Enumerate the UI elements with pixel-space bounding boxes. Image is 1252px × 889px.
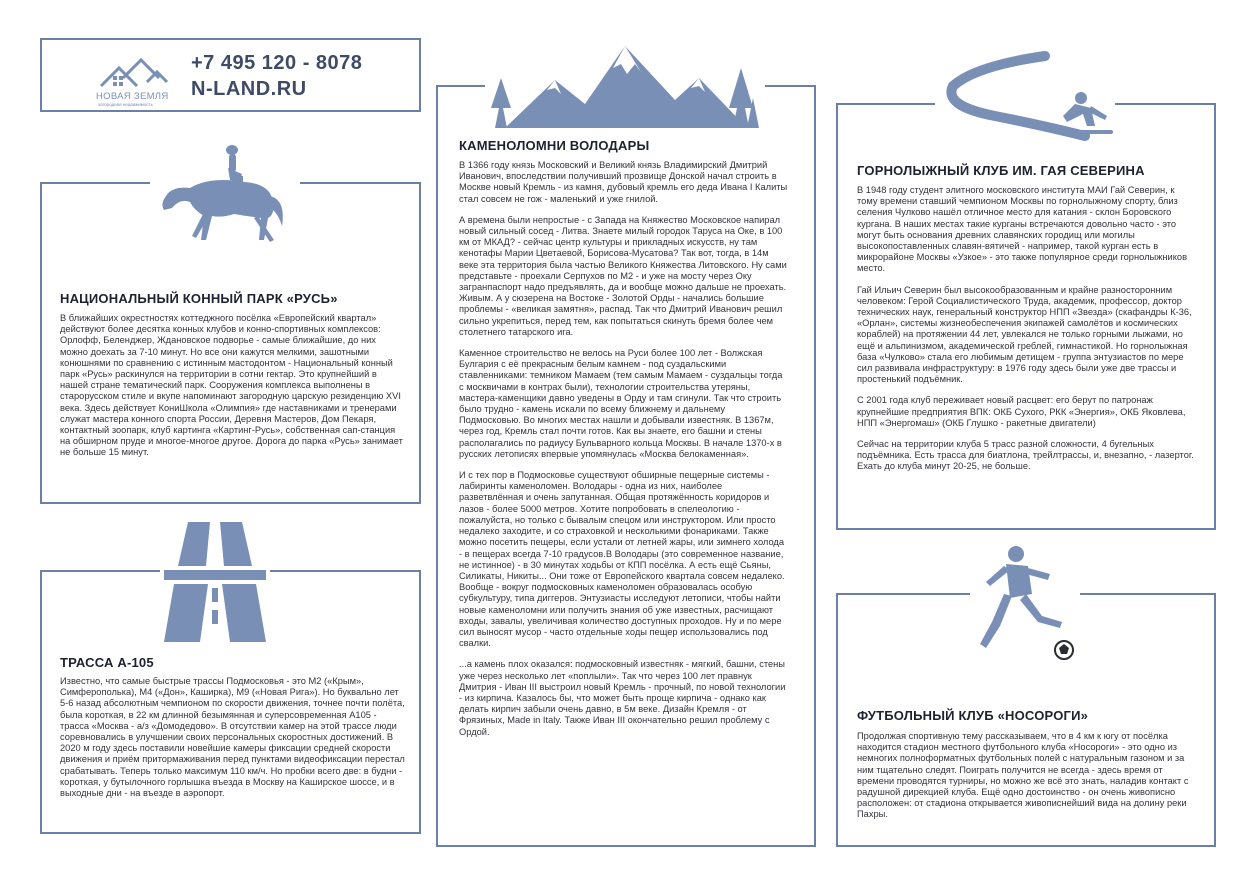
highway-text: Известно, что самые быстрые трассы Подмосковья - это М2 («Крым», Симферополька), М4 («Дон», Каширка), М9 («Новая Рига»). Но буквально лет 5-6 назад абсолютным чемпионом по скорости движения, точнее почти полёта, была короткая, в 22 км длинной безымянная и суперсовременная А105 - трасса «Москва - а/з «Домодедово». В отсутствии камер на этой трассе люди соревновались в улучшении своих персональных скоростных достижений. В 2020 м году здесь поставили новейшие камеры фиксации средней скорости движения и приём притормаживания перед пунктами видеофиксации перестал срабатывать. Теперь только максимум 110 км/ч. Но пробки всего две: в будни - короткая, у бутылочного горлышка въезда в Москву на Каширское шоссе, и в выходные дни - на въезде в аэропорт. [60, 676, 405, 799]
house-roofs-icon [97, 56, 171, 92]
ski-club-paragraph: С 2001 года клуб переживает новый расцвет: его берут по патронаж крупнейшие предприятия ВПК: ОКБ Сухого, РКК «Энергия», ОКБ Яковлева, НПП «Энергомаш» (ОКБ Глушко - ракетные двигатели) [857, 395, 1186, 428]
quarries-paragraph: ...а камень плох оказался: подмосковный известняк - мягкий, башни, стены уже через несколько лет «поплыли». Так что через 100 лет правнук Дмитрия - Иван III выстроил новый Кремль - прочный, по новой технологии - из кирпича. Казалось бы, что может быть проще кирпича - однако как делать кирпич забыли очень давно, в 5м веке. Дизайн Кремля - от Фрязиных, Made in Italy. Также Иван III окончательно решил проблему с Ордой. [459, 659, 786, 737]
phone-number[interactable]: +7 495 120 - 8078 [191, 52, 363, 74]
ski-club-text [857, 185, 1197, 483]
horse-rider-icon [150, 140, 300, 248]
ski-club-paragraph: Сейчас на территории клуба 5 трасс разной сложности, 4 бугельных подъёмника. Есть трасса для биатлона, трейлтрассы, и, внезапно, - лазертог. Ехать до клуба минут 20-25, не больше. [857, 439, 1194, 472]
ski-club-paragraph: В 1948 году студент элитного московского института МАИ Гай Северин, к тому времени ставший чемпионом Москвы по горнолыжному спорту, близ селения Чулково нашёл отличное место для катания - склон Боровского кургана. В наших местах такие курганы встречаются довольно часто - это могут быть основания древних славянских городищ или могилы высокопоставленных славян-вятичей - например, такой курган есть в микрорайоне Москвы «Узкое» - это также популярное среди горнолыжников место. [857, 185, 1188, 274]
quarries-title: КАМЕНОЛОМНИ ВОЛОДАРЫ [459, 138, 650, 153]
quarries-paragraph: Каменное строительство не велось на Руси более 100 лет - Волжская Булгария с её прекрасным белым камнем - под суздальскими ставленниками: темником Мамаем (тем самым Мамаем - суздальцы тогда с москвичами в контрах были), технологии строительства утеряны, мастера-каменщики давно уведены в Орду и там сгинули. Так что строить было трудно - камень искали по всему ближнему и дальнему Подмосковью. Во многих местах нашли и добывали известняк. В 1367м, через год, Кремль стал почти готов. Как вы знаете, его башни и стены располагались по радиусу Бульварного кольца Москвы. В начале 1370-х в русских летописях впервые упомянулась «Москва белокаменная». [459, 348, 783, 459]
quarries-text [459, 160, 789, 748]
highway-title: ТРАССА А-105 [60, 655, 154, 670]
ski-club-title: ГОРНОЛЫЖНЫЙ КЛУБ ИМ. ГАЯ СЕВЕРИНА [857, 163, 1145, 178]
logo-tagline: загородная недвижимость [98, 102, 154, 107]
ski-club-paragraph: Гай Ильич Северин был высокообразованным и крайне разносторонним человеком: Герой Социалистического Труда, академик, профессор, доктор технических наук, генеральный конструктор НПП «Звезда» (скафандры К-36, «Орлан», системы жизнеобеспечения экипажей самолётов и космических кораблей) на протяжении 44 лет, увлекался не только горными лыжами, но ещё и альпинизмом, академической греблей, гимнастикой. Но горнолыжная база «Чулково» стала его любимым детищем - группа энтузиастов по мере сил развивала инфраструктуру: в 1976 году здесь были уже две трассы и простенький подъёмник. [857, 284, 1192, 385]
site-link[interactable]: N-LAND.RU [191, 78, 307, 100]
quarries-paragraph: И с тех пор в Подмосковье существуют обширные пещерные системы - лабиринты каменоломен. Володары - одна из них, наиболее разветвлённая и очень запутанная. Общая протяжённость коридоров и лазов - более 5000 метров. Хотите попробовать в спелеологию - пожалуйста, но только с бывалым спецом или инструктором. Или просто недалеко заходите, и со страховкой и несколькими фонариками. Также можно посетить пещеры, если устали от летней жары, или зимнего холода - в пещерах всегда 7-10 градусов.В Володары (это современное название, не истинное) - в 30 минутах ходьбы от КПП посёлка. А есть ещё Сьяны, Силикаты, Никиты... Они тоже от Европейского квартала совсем недалеко. Вообще - вокруг подмосковных каменоломен образовалась особую субкультуру, типа диггеров. Энтузиасты исследуют летописи, чтобы найти новые каменоломни или получить знания об уже известных, расчищают входы, завалы, увеличивая количество доступных проходов. Ну и по мере сил выносят мусор - часто отдельные ходы пещер использовались под свалки. [459, 470, 785, 649]
quarries-paragraph: А времена были непростые - с Запада на Княжество Московское напирал новый сильный сосед - Литва. Знаете милый городок Таруса на Оке, в 100 км от МКАД? - сейчас центр культуры и прикладных искусств, ну там кенотафы Марии Цветаевой, Борисова-Мусатова? Так вот, тогда, в 14м веке эта территория была частью Великого Княжества Литовского. Ну сами представьте - проехали Серпухов по М2 - и уже на мосту через Оку загранпаспорт надо предъявлять, да и вообще можно дальше не проехать. Живым. А у сюзерена на Востоке - Золотой Орды - начались большие проблемы - «великая замятня», распад. Так что Дмитрий Иванович решил сильно укрепиться, перед тем, как попытаться скинуть бремя более чем столетнего татарского ига. [459, 214, 787, 337]
horse-park-text: В ближайших окрестностях коттеджного посёлка «Европейский квартал» действуют более десятка конных клубов и конно-спортивных комплексов: Орлофф, Беленджер, Ждановское подворье - самые ближайшие, до них можно доехать за 7-10 минут. Но все они кажутся мелкими, зашотными конюшнями по сравнению с истинным мастодонтом - Национальный конный парк «Русь» раскинулся на территории в сотни гектар. Это крупнейший в нашей стране тематический парк. Сооружения комплекса выполнены в старорусском стиле и вкупе напоминают загородную царскую резиденцию XVI века. Здесь действует КониШкола «Олимпия» где наставниками и тренерами служат мастера конного спорта России, Деревня Мастеров, Дом Пекаря, контактный зоопарк, клуб картинга «Картинг-Русь», собственная сап-станция на обширном пруде и многое-многое другое. Дорога до парка «Русь» занимает не больше 15 минут. [60, 313, 403, 458]
quarries-paragraph: В 1366 году князь Московский и Великий князь Владимирский Дмитрий Иванович, впоследствии получивший прозвище Донской начал строить в Москве новый Кремль - из камня, дубовый кремль его деда Ивана I Калиты стал совсем не гож - маленький и уже гнилой. [459, 160, 788, 204]
horse-park-title: НАЦИОНАЛЬНЫЙ КОННЫЙ ПАРК «РУСЬ» [60, 291, 338, 306]
mountains-trees-icon [485, 38, 765, 132]
logo-name: НОВАЯ ЗЕМЛЯ [96, 91, 169, 102]
highway-road-icon [160, 518, 270, 644]
skier-icon [935, 46, 1115, 146]
football-player-icon [970, 542, 1080, 662]
football-text: Продолжая спортивную тему рассказываем, что в 4 км к югу от посёлка находится стадион местного футбольного клуба «Носороги» - это одно из немногих полноформатных футбольных полей с натуральным газоном и за ним тщательно следят. Поиграть получится не всегда - здесь время от времени проводятся турниры, но можно же всё это знать, наладив контакт с радушной дирекцией клуба. Ещё одно достоинство - он очень живописно расположен: от стадиона открывается живописнейший вида на долину реки Пахры. [857, 731, 1189, 820]
football-title: ФУТБОЛЬНЫЙ КЛУБ «НОСОРОГИ» [857, 708, 1089, 723]
